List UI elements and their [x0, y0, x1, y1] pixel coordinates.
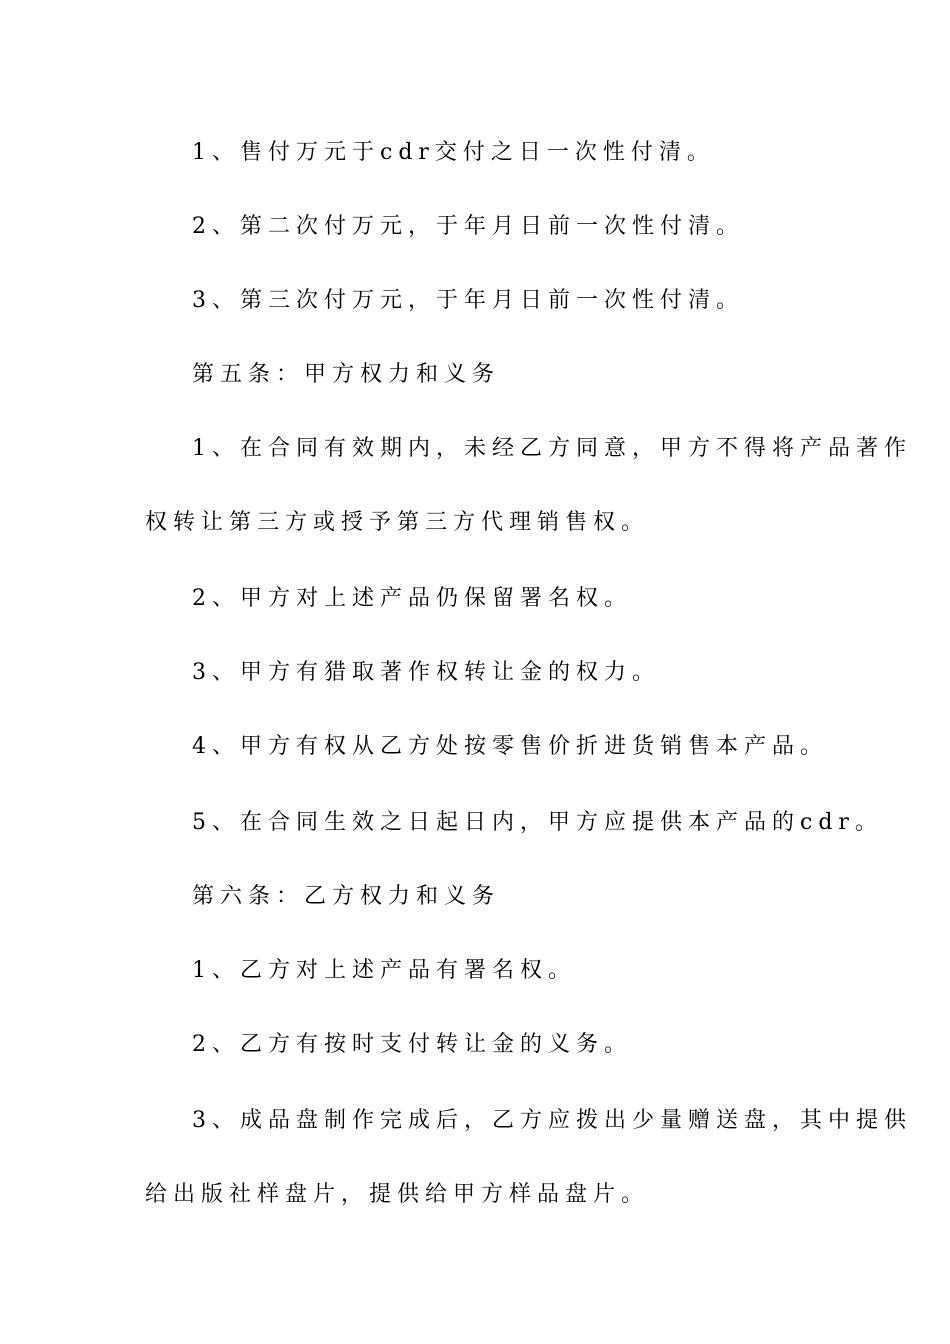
article-5-item-3: 3、甲方有猎取著作权转让金的权力。 — [192, 660, 660, 685]
article-6-item-2: 2、乙方有按时支付转让金的义务。 — [192, 1032, 632, 1057]
article-5-item-1: 1、在合同有效期内，未经乙方同意，甲方不得将产品著作 — [192, 436, 912, 461]
payment-clause-1: 1、售付万元于cdr交付之日一次性付清。 — [192, 140, 715, 165]
article-5-item-4: 4、甲方有权从乙方处按零售价折进货销售本产品。 — [192, 734, 828, 759]
payment-clause-2: 2、第二次付万元，于年月日前一次性付清。 — [192, 214, 744, 239]
article-6-item-1: 1、乙方对上述产品有署名权。 — [192, 958, 576, 983]
payment-clause-3: 3、第三次付万元，于年月日前一次性付清。 — [192, 288, 744, 313]
article-5-item-1-continued: 权转让第三方或授予第三方代理销售权。 — [145, 510, 650, 535]
article-5-heading: 第五条：甲方权力和义务 — [192, 362, 501, 387]
article-6-item-3-continued: 给出版社样盘片，提供给甲方样品盘片。 — [145, 1182, 650, 1207]
article-5-item-2: 2、甲方对上述产品仍保留署名权。 — [192, 586, 632, 611]
article-6-item-3: 3、成品盘制作完成后，乙方应拨出少量赠送盘，其中提供 — [192, 1108, 912, 1133]
article-5-item-5: 5、在合同生效之日起日内，甲方应提供本产品的cdr。 — [192, 810, 883, 835]
article-6-heading: 第六条：乙方权力和义务 — [192, 884, 501, 909]
